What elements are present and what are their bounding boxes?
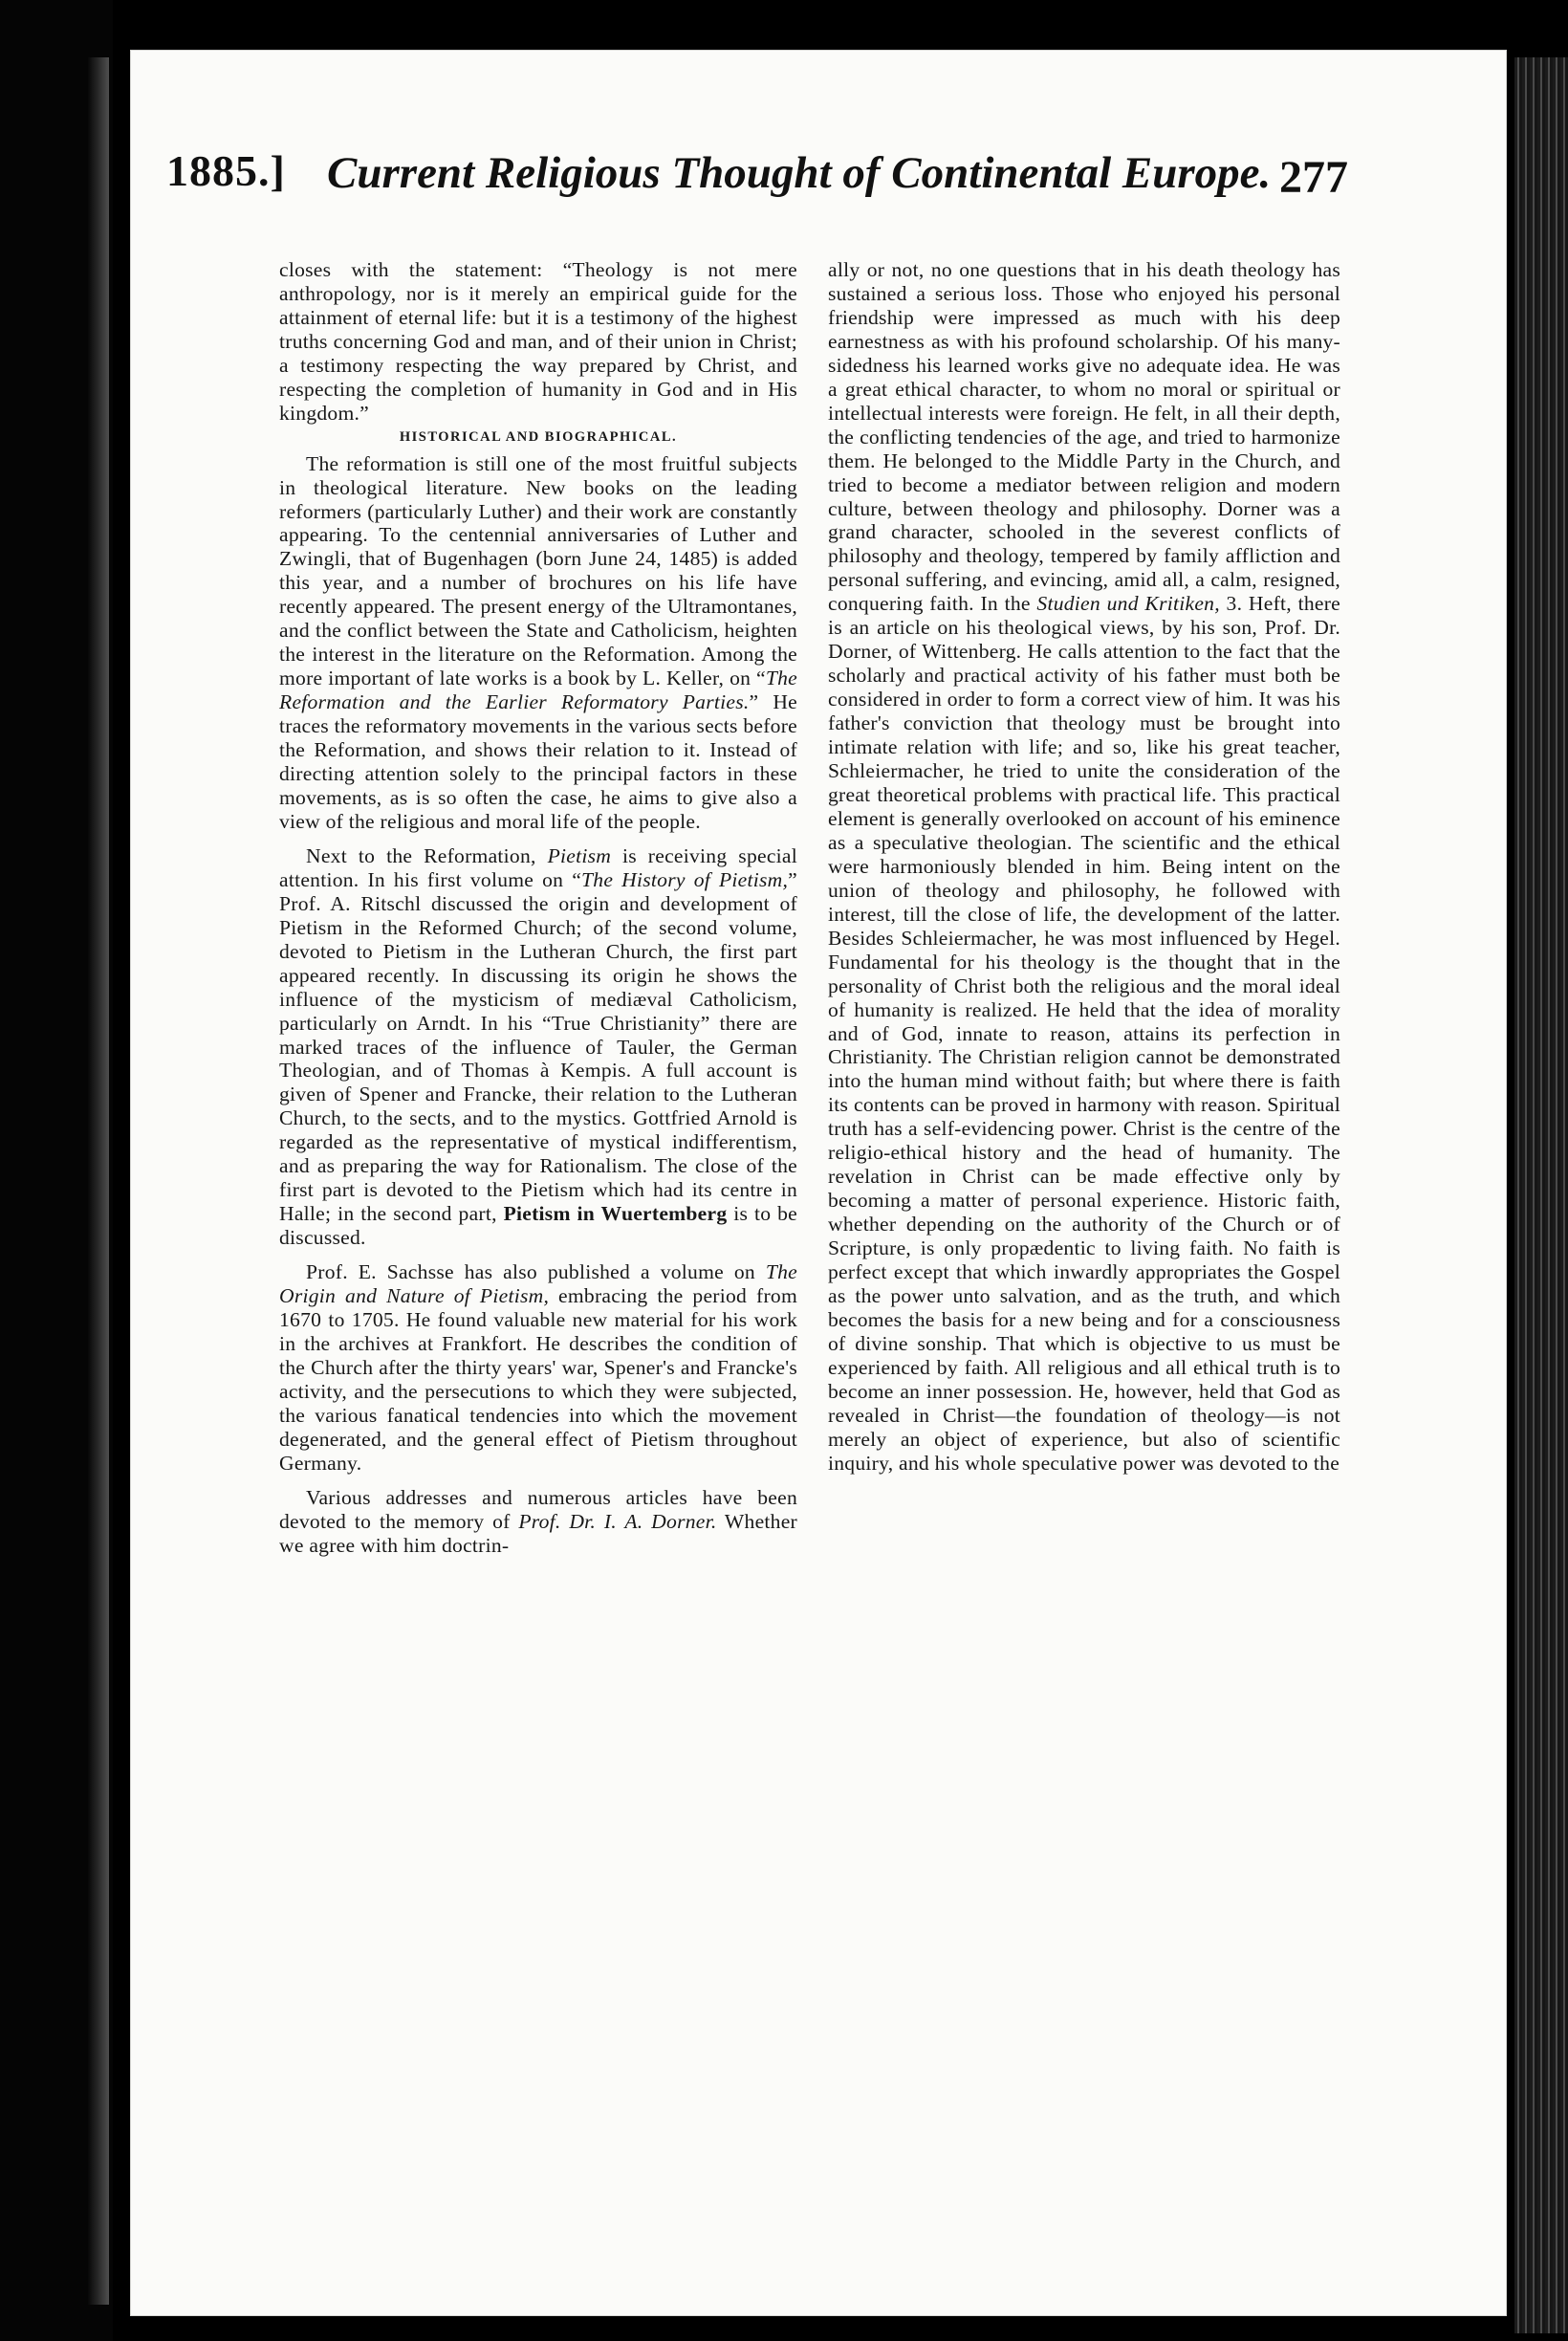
- paragraph: closes with the statement: “Theology is not mere anthropology, nor is it merely an empirical guide for the attainment of eternal life: but it is a testimony of the highest truths concerning God and man, and of their union in Christ; a testimony respecting the way prepared by Christ, and respecting the completion of humanity in God and in His kingdom.”: [279, 258, 797, 425]
- paragraph: Next to the Reformation, Pietism is receiving special attention. In his first volume on “The History of Pietism,” Prof. A. Ritschl discussed the origin and development of Pietism in the Reformed Church; of the second volume, devoted to Pietism in the Lutheran Church, the first part appeared recently. In discussing its origin he shows the influence of the mysticism of mediæval Catholicism, particularly on Arndt. In his “True Christianity” there are marked traces of the influence of Tauler, the German Theologian, and of Thomas à Kempis. A full account is given of Spener and Francke, their relation to the Lutheran Church, to the sects, and to the mystics. Gottfried Arnold is regarded as the representative of mystical indifferentism, and as preparing the way for Rationalism. The close of the first part is devoted to the Pietism which had its centre in Halle; in the second part, Pietism in Wuertemberg is to be discussed.: [279, 843, 797, 1250]
- paragraph: The reformation is still one of the most fruitful subjects in theological literature. New books on the leading reformers (particularly Luther) and their work are constantly appearing. To the centennial anniversaries of Luther and Zwingli, that of Bugenhagen (born June 24, 1485) is added this year, and a number of brochures on his life have recently appeared. The present energy of the Ultramontanes, and the conflict between the State and Catholicism, heighten the interest in the literature on the Reformation. Among the more important of late works is a book by L. Keller, on “The Reformation and the Earlier Reformatory Parties.” He traces the reformatory movements in the various sects before the Reformation, and shows their relation to it. Instead of directing attention solely to the principal factors in these movements, as is so often the case, he aims to give also a view of the religious and moral life of the people.: [279, 451, 797, 833]
- section-heading: HISTORICAL AND BIOGRAPHICAL.: [399, 428, 678, 445]
- paragraph: ally or not, no one questions that in his death theology has sustained a serious loss. Those who enjoyed his personal friendship were impressed as much with his deep earnestness as with his profound scholarship. Of his many-sidedness his learned works give no adequate idea. He was a great ethical character, to whom no moral or spiritual or intellectual interests were foreign. He felt, in all their depth, the conflicting tendencies of the age, and tried to harmonize them. He belonged to the Middle Party in the Church, and tried to become a mediator between religion and modern culture, between theology and philosophy. Dorner was a grand character, schooled in the severest conflicts of philosophy and theology, tempered by family affliction and personal suffering, and evincing, amid all, a calm, resigned, conquering faith. In the Studien und Kritiken, 3. Heft, there is an article on his theological views, by his son, Prof. Dr. Dorner, of Wittenberg. He calls attention to the fact that the scholarly and practical activity of his father must both be considered in order to form a correct view of him. It was his father's conviction that theology must be brought into intimate relation with life; and so, like his great teacher, Schleiermacher, he tried to unite the consideration of the great theoretical problems with practical life. This practical element is generally overlooked on account of his eminence as a speculative theologian. The scientific and the ethical were harmoniously blended in him. Being intent on the union of theology and philosophy, he followed with interest, till the close of life, the development of the latter. Besides Schleiermacher, he was most influenced by Hegel. Fundamental for his theology is the thought that in the personality of Christ both the religious and the moral ideal of humanity is realized. He held that the idea of morality and of God, innate to reason, attains its perfection in Christianity. The Christian religion cannot be demonstrated into the human mind without faith; but where there is faith its contents can be proved in harmony with reason. Spiritual truth has a self-evidencing power. Christ is the centre of the religio-ethical history and the head of humanity. The revelation in Christ can be made effective only by becoming a matter of personal experience. Historic faith, whether depending on the authority of the Church or of Scripture, is only propædentic to living faith. No faith is perfect except that which inwardly appropriates the Gospel as the power unto salvation, and as the truth, and which becomes the basis for a new being and for a consciousness of divine sonship. That which is objective to us must be experienced by faith. All religious and all ethical truth is to become an inner possession. He, however, held that God as revealed in Christ—the foundation of theology—is not merely an object of experience, but also of scientific inquiry, and his whole speculative power was devoted to the: [828, 258, 1340, 1475]
- adjacent-page-edge: [0, 0, 113, 2341]
- page-stack-edge: [1514, 57, 1568, 2333]
- page-number: 277: [1279, 152, 1348, 203]
- running-header: [166, 145, 1361, 212]
- paragraph: Prof. E. Sachsse has also published a volume on The Origin and Nature of Pietism, embracing the period from 1670 to 1705. He found valuable new material for his work in the archives at Frankfort. He describes the condition of the Church after the thirty years' war, Spener's and Francke's activity, and the persecutions to which they were subjected, the various fanatical tendencies into which the movement degenerated, and the general effect of Pietism throughout Germany.: [279, 1260, 797, 1475]
- header-year: 1885.]: [166, 146, 286, 195]
- left-column: [279, 258, 797, 1558]
- header-title: Current Religious Thought of Continental Europe.: [327, 148, 1272, 198]
- paragraph: Various addresses and numerous articles have been devoted to the memory of Prof. Dr. I. A. Dorner. Whether we agree with him doctrin-: [279, 1485, 797, 1557]
- right-column: [828, 258, 1340, 1476]
